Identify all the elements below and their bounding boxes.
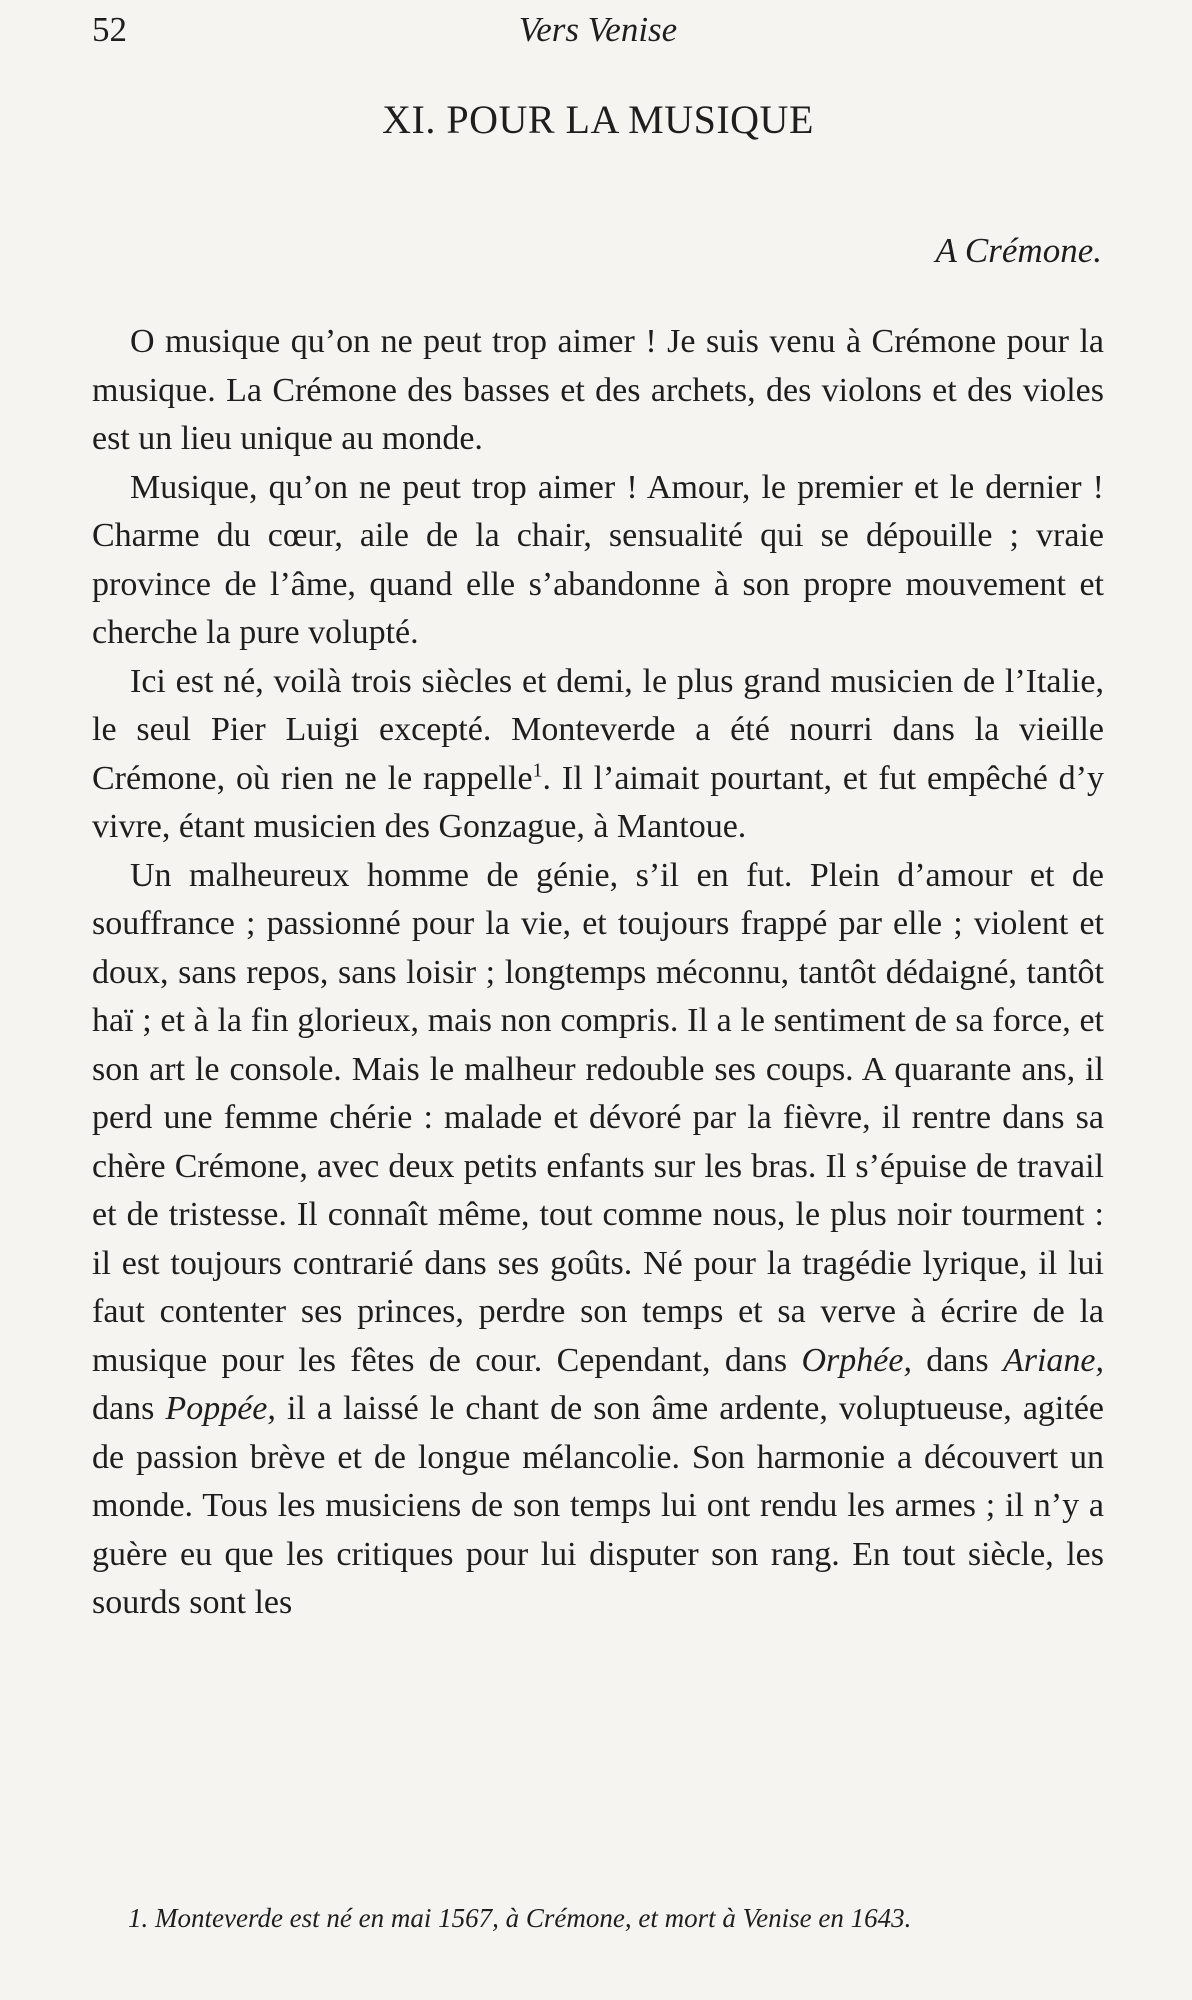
paragraph-4-connector-1: dans — [911, 1341, 1003, 1379]
paragraph-4-connector-2: dans — [92, 1390, 166, 1427]
footnote-reference[interactable]: 1 — [532, 759, 543, 782]
paragraph-1: O musique qu’on ne peut trop aimer ! Je suis venu à Crémone pour la musique. La Crémone des basses et des archets, des violons et des violes est un lieu unique au monde. — [92, 323, 1104, 457]
work-title-orphee: Orphée, — [801, 1341, 912, 1379]
footnote: 1. Monteverde est né en mai 1567, à Crémone, et mort à Venise en 1643. — [128, 1903, 912, 1933]
paragraph-3-text-end: . Il l’aimait pourtant, et fut empêché d’y vivre, étant musicien des Gonzague, à Mantoue. — [92, 759, 1105, 845]
paragraph-3-text: Ici est né, voilà trois siècles et demi, le plus grand musicien de l’Italie, le seul Pier Luigi excepté. Monteverde a été nourri dans la vieille Crémone, où rien ne le rappelle — [92, 662, 1104, 797]
paragraph-4-text: Un malheureux homme de génie, s’il en fut. Plein d’amour et de souffrance ; passionné pour la vie, et toujours frappé par elle ; violent et doux, sans repos, sans loisir ; longtemps méconnu, tantôt dédaigné, tantôt haï ; et à la fin glorieux, mais non compris. Il a le sentiment de sa force, et son art le console. Mais le malheur redouble ses coups. A quarante ans, il perd une femme chérie : malade et dévoré par la fièvre, il rentre dans sa chère Crémone, avec deux petits enfants sur les bras. Il s’épuise de travail et de tristesse. Il connaît même, tout comme nous, le plus noir tourment : il est toujours contrarié dans ses goûts. Né pour la tragédie lyrique, il lui faut contenter ses princes, perdre son temps et sa verve à écrire de la musique pour les fêtes de cour. Cependant, dans — [92, 856, 1104, 1379]
running-head — [92, 8, 1104, 52]
running-title: Vers Venise — [518, 10, 678, 49]
page-number: 52 — [92, 10, 127, 49]
chapter-title: XI. POUR LA MUSIQUE — [382, 97, 814, 142]
paragraph-4-text-end: il a laissé le chant de son âme ardente, voluptueuse, agitée de passion brève et de longue mélancolie. Son harmonie a découvert un monde. Tous les musiciens de son temps lui ont rendu les armes ; il n’y a guère eu que les critiques pour lui disputer son rang. En tout siècle, les sourds sont les — [92, 1390, 1104, 1621]
body-text — [92, 318, 1104, 1628]
work-title-poppee: Poppée, — [165, 1390, 276, 1427]
paragraph-2: Musique, qu’on ne peut trop aimer ! Amour, le premier et le dernier ! Charme du cœur, aile de la chair, sensualité qui se dépouille ; vraie province de l’âme, quand elle s’abandonne à son propre mouvement et cherche la pure volupté. — [92, 468, 1104, 651]
work-title-ariane: Ariane, — [1002, 1341, 1104, 1379]
dedication: A Crémone. — [935, 231, 1102, 270]
paragraph-4 — [92, 852, 1104, 1628]
paragraph-3 — [92, 658, 1104, 852]
